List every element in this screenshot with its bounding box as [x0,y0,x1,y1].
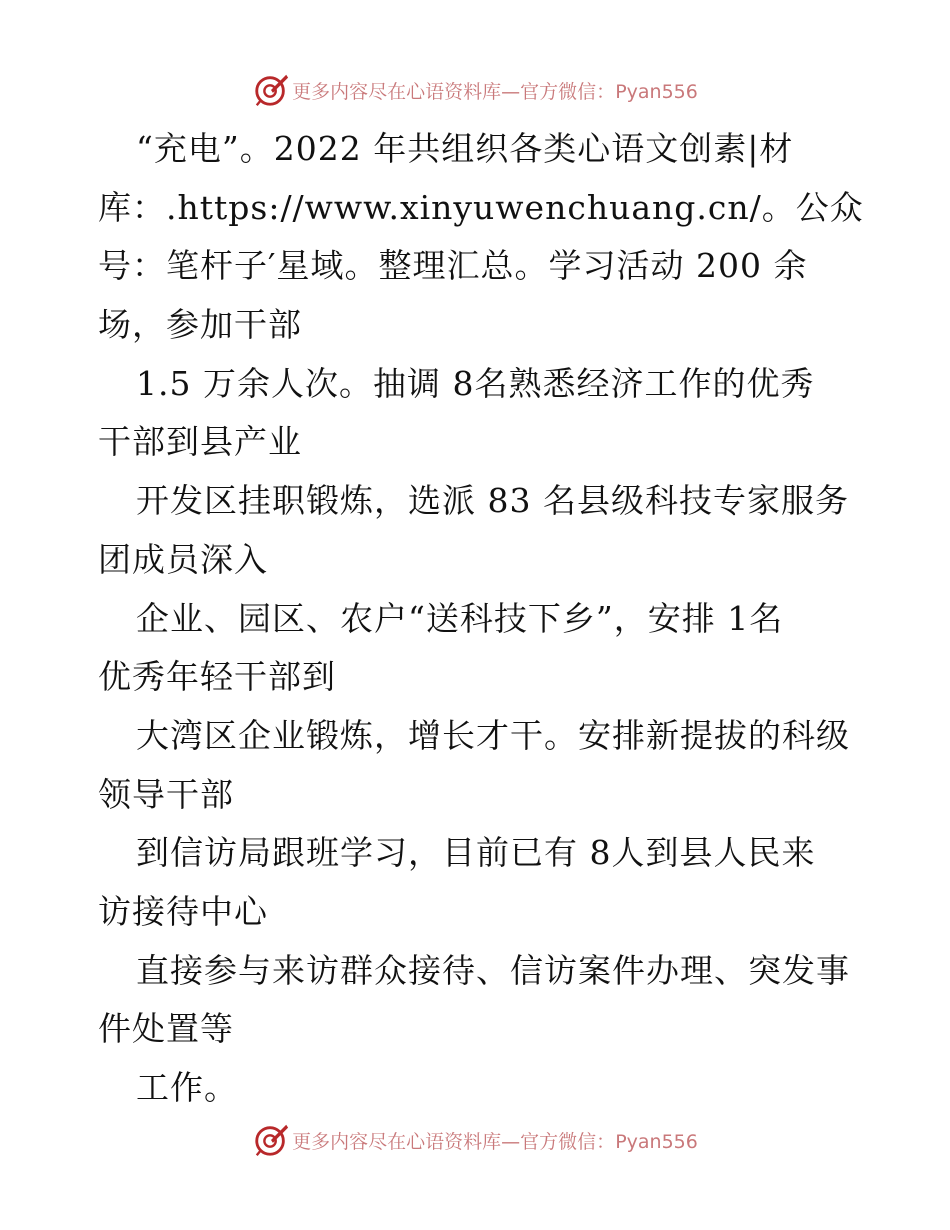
body-line: 直接参与来访群众接待、信访案件办理、突发事 [136,950,850,990]
footer-separator: — [501,1130,521,1153]
body-line: 场，参加干部 [98,305,302,345]
header-separator: — [501,80,521,103]
body-line: 团成员深入 [98,539,268,579]
body-line: 领导干部 [98,774,234,814]
header-title: 更多内容尽在心语资料库 [292,80,502,103]
body-line: 工作。 [136,1068,238,1107]
body-line: 企业、园区、农户“送科技下乡”，安排 1名 [136,598,784,638]
body-line: 号：笔杆子′星域。整理汇总。学习活动 200 余 [98,246,808,286]
header-wechat-label: 官方微信： [520,80,616,103]
body-line: 开发区挂职锻炼，选派 83 名县级科技专家服务 [136,481,849,521]
header-banner [0,68,950,112]
footer-wechat-label: 官方微信： [520,1130,616,1153]
body-line: 大湾区企业锻炼，增长才干。安排新提拔的科级 [136,715,850,755]
header-text [292,77,698,104]
body-line: 优秀年轻干部到 [98,657,336,697]
body-line: 库：.https://www.xinyuwenchuang.cn/。公众 [98,187,864,227]
body-line: “充电”。2022 年共组织各类心语文创素|材 [136,129,794,168]
body-line: 干部到县产业 [98,422,302,462]
footer-text [292,1127,698,1154]
body-line: 件处置等 [98,1009,234,1049]
body-line: 到信访局跟班学习，目前已有 8人到县人民来 [136,833,816,873]
document-body [98,120,864,1118]
body-line: 访接待中心 [98,891,268,931]
footer-title: 更多内容尽在心语资料库 [292,1130,502,1153]
footer-wechat-id: Pyan556 [615,1130,698,1153]
header-wechat-id: Pyan556 [615,80,698,103]
footer-banner [0,1118,950,1162]
logo-icon [252,71,290,109]
body-line: 1.5 万余人次。抽调 8名熟悉经济工作的优秀 [136,363,815,403]
logo-icon [252,1121,290,1159]
